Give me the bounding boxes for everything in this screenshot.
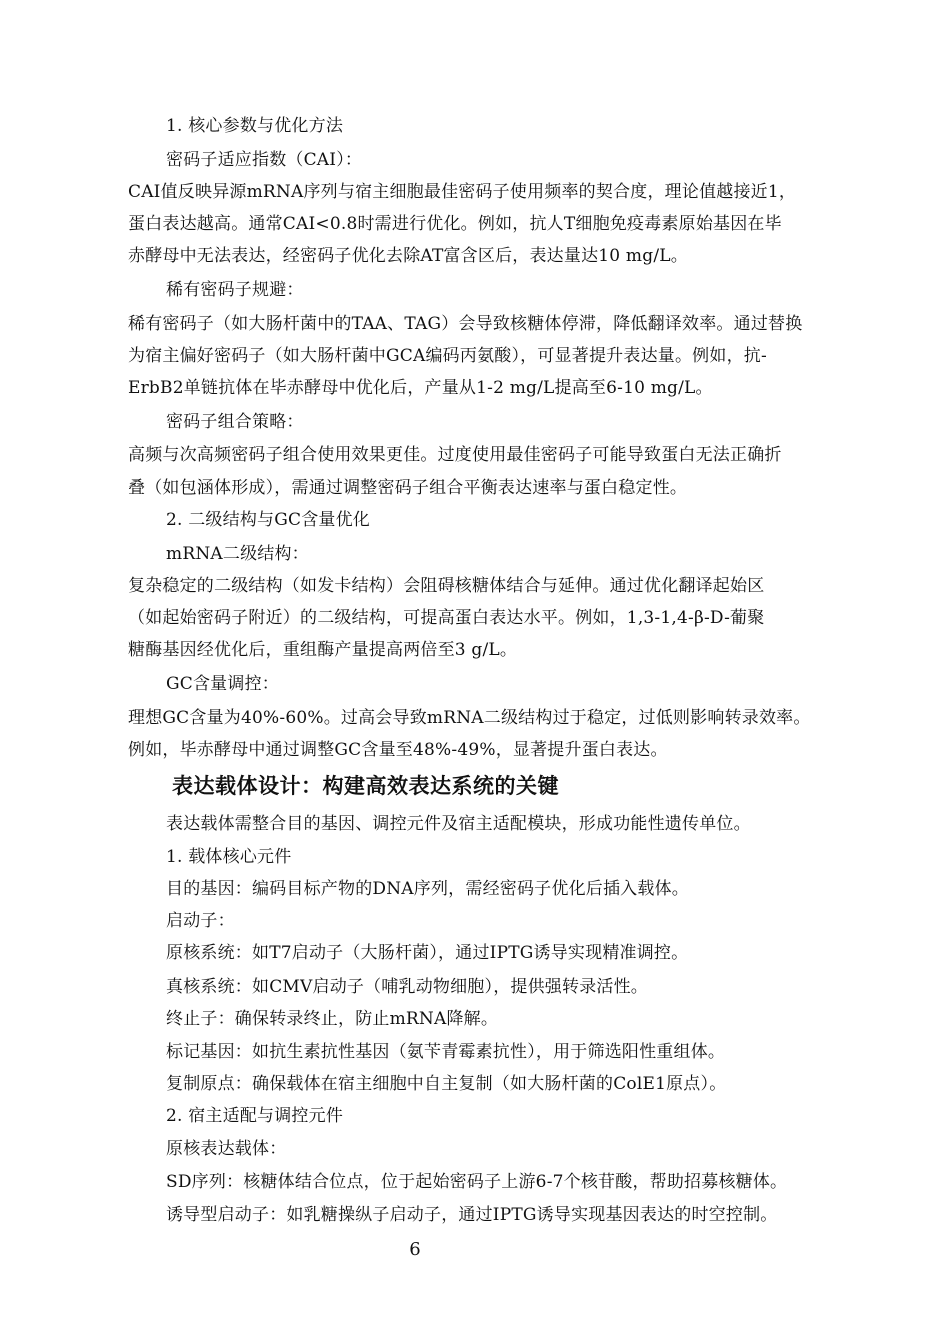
section-heading-2: 2. 二级结构与GC含量优化 bbox=[166, 510, 371, 530]
sub-label-gc-content: GC含量调控： bbox=[166, 674, 279, 694]
list-item: 启动子： bbox=[166, 911, 235, 931]
paragraph-line: 复杂稳定的二级结构（如发卡结构）会阻碍核糖体结合与延伸。通过优化翻译起始区 bbox=[128, 576, 765, 596]
paragraph-line: 为宿主偏好密码子（如大肠杆菌中GCA编码丙氨酸），可显著提升表达量。例如，抗- bbox=[128, 346, 767, 366]
paragraph-line: 理想GC含量为40%-60%。过高会导致mRNA二级结构过于稳定，过低则影响转录效率。 bbox=[128, 708, 811, 728]
list-item: SD序列：核糖体结合位点，位于起始密码子上游6-7个核苷酸，帮助招募核糖体。 bbox=[166, 1172, 788, 1192]
page-title: 表达载体设计：构建高效表达系统的关键 bbox=[172, 774, 559, 798]
list-item: 标记基因：如抗生素抗性基因（氨苄青霉素抗性），用于筛选阳性重组体。 bbox=[166, 1042, 726, 1062]
paragraph-line: 糖酶基因经优化后，重组酶产量提高两倍至3 g/L。 bbox=[128, 640, 518, 660]
intro-paragraph: 表达载体需整合目的基因、调控元件及宿主适配模块，形成功能性遗传单位。 bbox=[166, 814, 751, 834]
paragraph-line: 赤酵母中无法表达，经密码子优化去除AT富含区后，表达量达10 mg/L。 bbox=[128, 246, 688, 266]
page-number: 6 bbox=[409, 1239, 421, 1260]
paragraph-line: 蛋白表达越高。通常CAI<0.8时需进行优化。例如，抗人T细胞免疫毒素原始基因在毕 bbox=[128, 214, 782, 234]
list-item: 真核系统：如CMV启动子（哺乳动物细胞），提供强转录活性。 bbox=[166, 977, 648, 997]
sub-label-cai: 密码子适应指数（CAI）： bbox=[166, 150, 363, 170]
paragraph-line: 叠（如包涵体形成），需通过调整密码子组合平衡表达速率与蛋白稳定性。 bbox=[128, 478, 688, 498]
paragraph-line: （如起始密码子附近）的二级结构，可提高蛋白表达水平。例如，1,3-1,4-β-D-葡聚 bbox=[128, 608, 765, 628]
list-item: 诱导型启动子：如乳糖操纵子启动子，通过IPTG诱导实现基因表达的时空控制。 bbox=[166, 1205, 778, 1225]
part2-heading: 2. 宿主适配与调控元件 bbox=[166, 1106, 344, 1126]
paragraph-line: 稀有密码子（如大肠杆菌中的TAA、TAG）会导致核糖体停滞，降低翻译效率。通过替换 bbox=[128, 314, 803, 334]
list-item: 目的基因：编码目标产物的DNA序列，需经密码子优化后插入载体。 bbox=[166, 879, 689, 899]
part1-heading: 1. 载体核心元件 bbox=[166, 847, 292, 867]
sub-label-mrna-structure: mRNA二级结构： bbox=[166, 544, 309, 564]
section-heading-1: 1. 核心参数与优化方法 bbox=[166, 116, 344, 136]
sub-label-rare-codon: 稀有密码子规避： bbox=[166, 280, 304, 300]
paragraph-line: 例如，毕赤酵母中通过调整GC含量至48%-49%，显著提升蛋白表达。 bbox=[128, 740, 668, 760]
paragraph-line: CAI值反映异源mRNA序列与宿主细胞最佳密码子使用频率的契合度，理论值越接近1， bbox=[128, 182, 797, 202]
paragraph-line: 高频与次高频密码子组合使用效果更佳。过度使用最佳密码子可能导致蛋白无法正确折 bbox=[128, 445, 782, 465]
list-item: 复制原点：确保载体在宿主细胞中自主复制（如大肠杆菌的ColE1原点）。 bbox=[166, 1074, 727, 1094]
list-item: 终止子：确保转录终止，防止mRNA降解。 bbox=[166, 1009, 499, 1029]
sub-label-codon-combination: 密码子组合策略： bbox=[166, 412, 304, 432]
list-item: 原核表达载体： bbox=[166, 1139, 287, 1159]
list-item: 原核系统：如T7启动子（大肠杆菌），通过IPTG诱导实现精准调控。 bbox=[166, 943, 689, 963]
paragraph-line: ErbB2单链抗体在毕赤酵母中优化后，产量从1-2 mg/L提高至6-10 mg/L。 bbox=[128, 378, 713, 398]
